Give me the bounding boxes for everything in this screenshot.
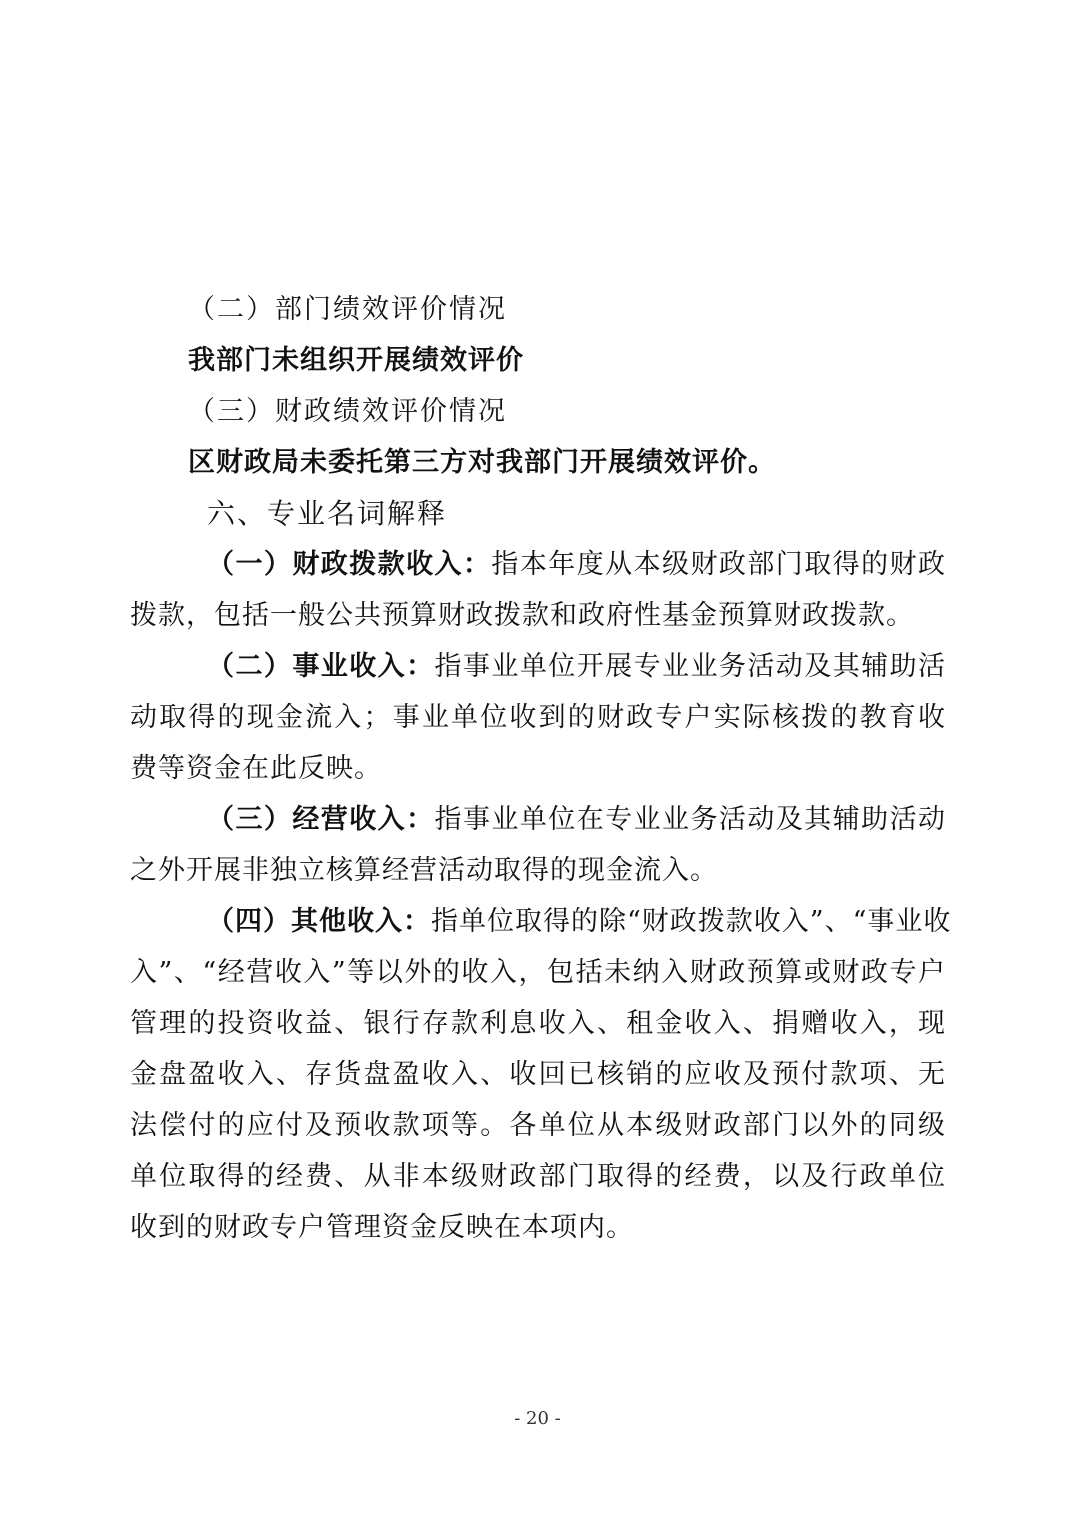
glossary-item-3-line-2: 之外开展非独立核算经营活动取得的现金流入。 [130,855,718,886]
glossary-item-4-line-4: 金盘盈收入、存货盘盈收入、收回已核销的应收及预付款项、无 [130,1059,946,1090]
glossary-item-2-line-1: （二）事业收入：指事业单位开展专业业务活动及其辅助活 [207,651,947,682]
glossary-term-3: （三）经营收入： [207,804,435,835]
glossary-item-3-line-1: （三）经营收入：指事业单位在专业业务活动及其辅助活动 [207,804,947,835]
glossary-item-4-line-2: 入”、“经营收入”等以外的收入，包括未纳入财政预算或财政专户 [130,957,946,988]
glossary-item-2-line-3: 费等资金在此反映。 [130,753,382,784]
glossary-item-1-line-1: （一）财政拨款收入：指本年度从本级财政部门取得的财政 [207,549,947,580]
glossary-item-2-line-2: 动取得的现金流入；事业单位收到的财政专户实际核拨的教育收 [130,702,946,733]
section-title-finance-evaluation: （三）财政绩效评价情况 [188,396,507,427]
page-number: - 20 - [514,1408,561,1429]
glossary-item-4-line-5: 法偿付的应付及预收款项等。各单位从本级财政部门以外的同级 [130,1110,946,1141]
glossary-term-1: （一）财政拨款收入： [207,549,492,580]
glossary-item-4-line-6: 单位取得的经费、从非本级财政部门取得的经费，以及行政单位 [130,1161,946,1192]
glossary-heading: 六、专业名词解释 [207,497,448,530]
glossary-item-4-line-3: 管理的投资收益、银行存款利息收入、租金收入、捐赠收入，现 [130,1008,946,1039]
section-title-department-evaluation: （二）部门绩效评价情况 [188,294,507,325]
section-body-department-evaluation: 我部门未组织开展绩效评价 [188,345,524,376]
section-body-finance-evaluation: 区财政局未委托第三方对我部门开展绩效评价。 [188,447,776,478]
glossary-item-4-line-1: （四）其他收入：指单位取得的除“财政拨款收入”、“事业收 [207,906,952,937]
glossary-term-4: （四）其他收入： [207,906,431,937]
glossary-item-1-line-2: 拨款，包括一般公共预算财政拨款和政府性基金预算财政拨款。 [130,600,914,631]
glossary-term-2: （二）事业收入： [207,651,435,682]
glossary-item-4-line-7: 收到的财政专户管理资金反映在本项内。 [130,1212,634,1243]
